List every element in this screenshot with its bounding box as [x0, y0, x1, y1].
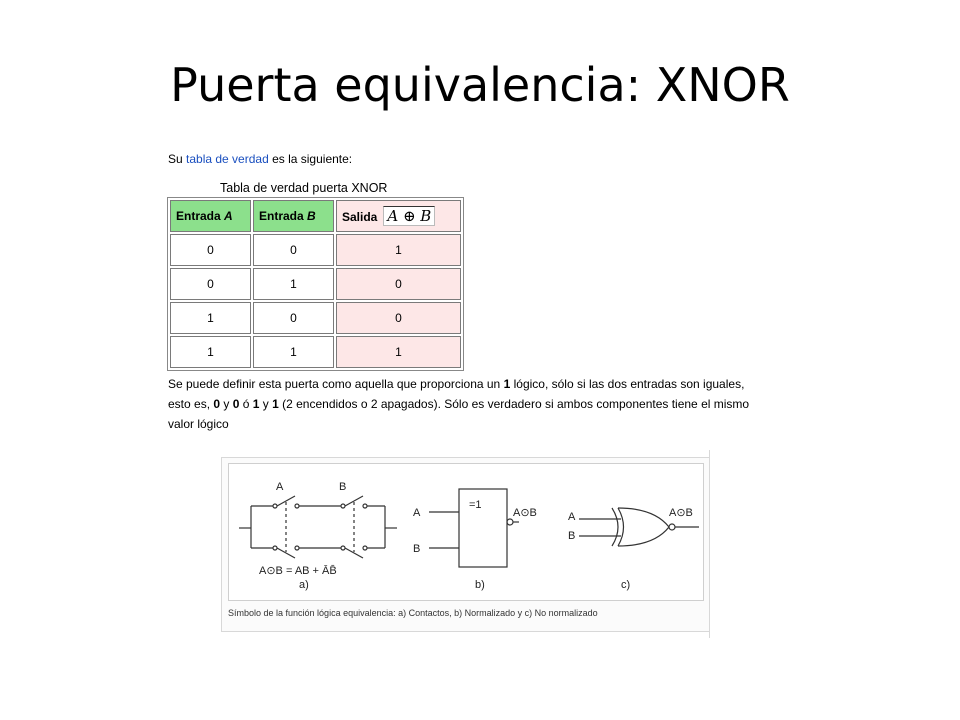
figure-drawing-area — [228, 463, 704, 601]
xnor-formula: A ⊕ B — [383, 206, 435, 226]
xnor-symbols-figure — [221, 457, 710, 632]
gate-symbol: =1 — [469, 499, 482, 511]
cell-a: 0 — [170, 268, 251, 300]
cell-b: 1 — [253, 268, 334, 300]
figure-caption: Símbolo de la función lógica equivalencia: a) Contactos, b) Normalizado y c) No normalizado — [228, 608, 598, 618]
intro-prefix: Su — [168, 152, 187, 166]
header-var-a: A — [224, 209, 233, 223]
intro-text — [168, 152, 352, 166]
cell-b: 0 — [253, 302, 334, 334]
switch-label-b: B — [339, 481, 347, 493]
table-caption: Tabla de verdad puerta XNOR — [220, 181, 388, 195]
header-input-a: Entrada A — [170, 200, 251, 232]
part-b-label: b) — [475, 579, 485, 591]
slide-title: Puerta equivalencia: XNOR — [170, 58, 790, 112]
table-row — [170, 268, 461, 300]
output-label-b: A⊙B — [513, 507, 537, 519]
switch-label-a: A — [276, 481, 284, 493]
gate-input-a: A — [568, 511, 576, 523]
part-a-label: a) — [299, 579, 309, 591]
header-output: Salida A ⊕ B — [336, 200, 461, 232]
gate-input-b: B — [568, 530, 576, 542]
table-header-row — [170, 200, 461, 232]
input-label-a: A — [413, 507, 421, 519]
header-var-b: B — [307, 209, 316, 223]
truth-table — [168, 198, 463, 370]
cell-a: 0 — [170, 234, 251, 266]
cell-a: 1 — [170, 336, 251, 368]
equation: A⊙B = AB + ĀB̄ — [259, 565, 337, 577]
cell-out: 1 — [336, 234, 461, 266]
xnor-diagram — [229, 464, 703, 600]
cell-out: 1 — [336, 336, 461, 368]
input-label-b: B — [413, 543, 421, 555]
part-c-label: c) — [621, 579, 631, 591]
description-paragraph: Se puede definir esta puerta como aquella que proporciona un 1 lógico, sólo si las dos entradas son iguales, esto es, 0 y 0 ó 1 y 1 (2 encendidos o 2 apagados). Sólo es verdadero si ambos componentes tiene el mismo valor lógico — [168, 377, 750, 431]
table-row — [170, 234, 461, 266]
cell-out: 0 — [336, 302, 461, 334]
table-row — [170, 302, 461, 334]
header-input-b: Entrada B — [253, 200, 334, 232]
truth-table-link[interactable]: tabla de verdad — [186, 152, 269, 166]
cell-b: 0 — [253, 234, 334, 266]
table-row — [170, 336, 461, 368]
cell-out: 0 — [336, 268, 461, 300]
cell-b: 1 — [253, 336, 334, 368]
intro-suffix: es la siguiente: — [268, 152, 353, 166]
cell-a: 1 — [170, 302, 251, 334]
output-label-c: A⊙B — [669, 507, 693, 519]
